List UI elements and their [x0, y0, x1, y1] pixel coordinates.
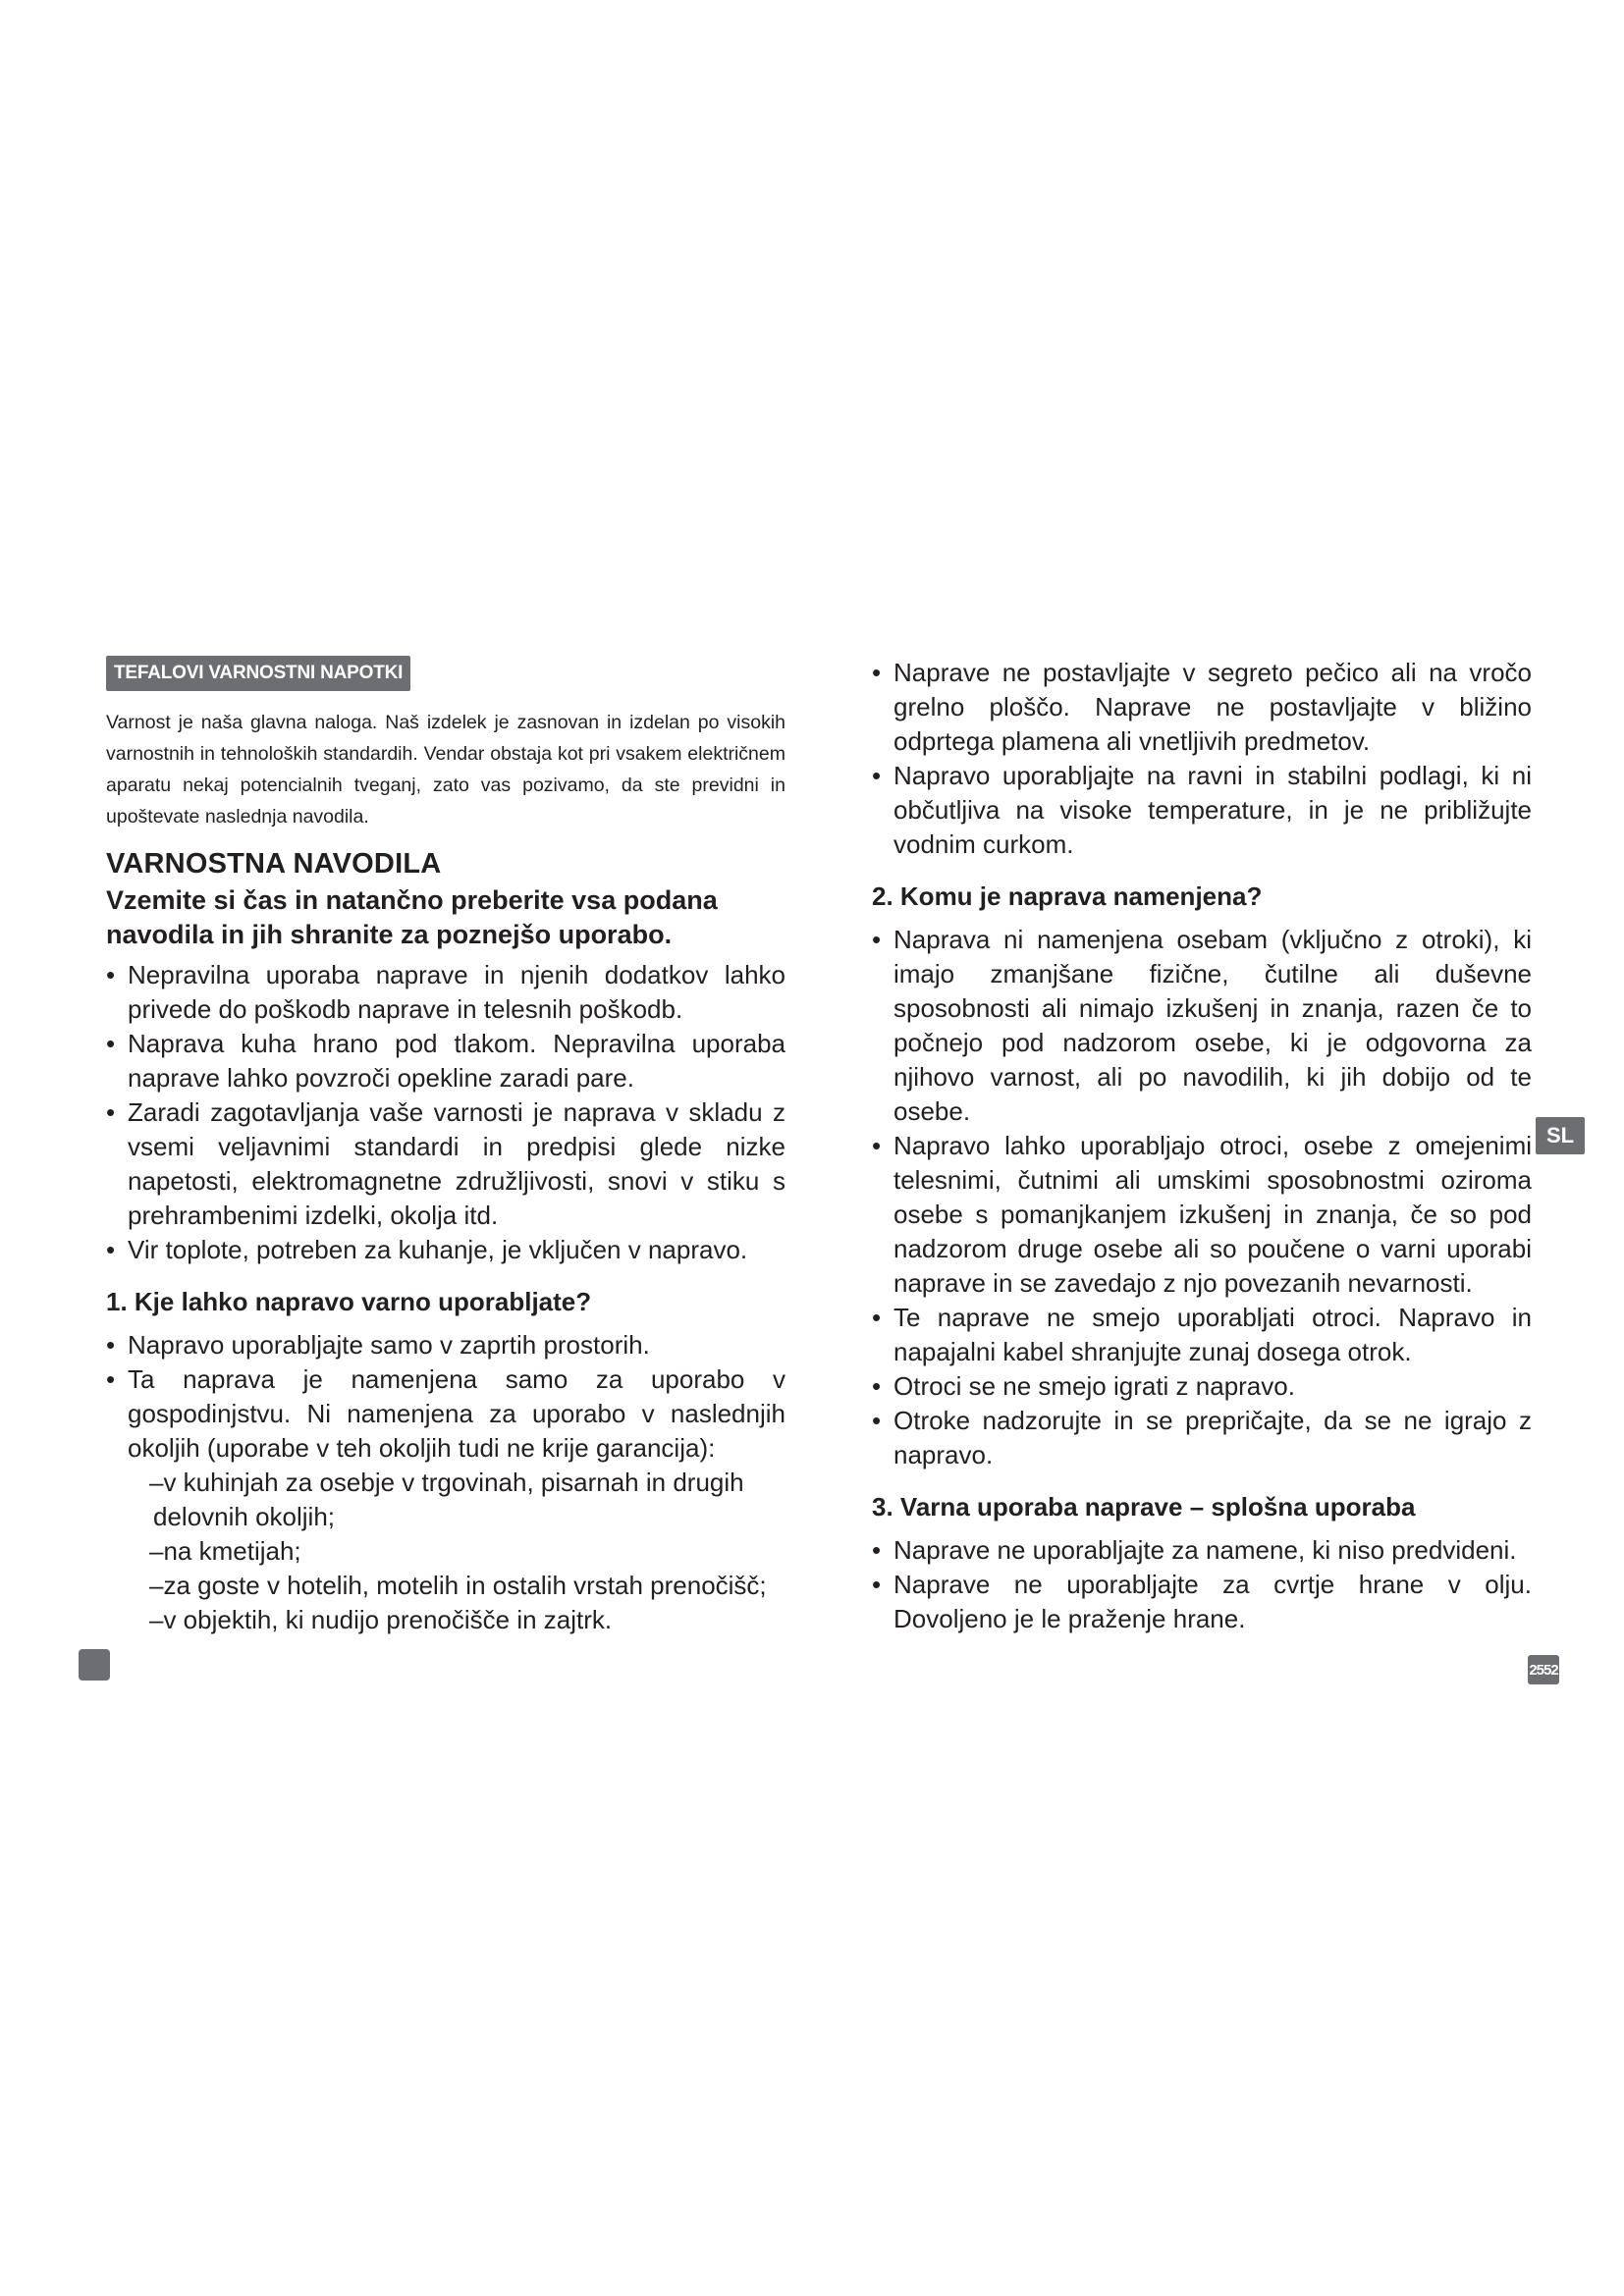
section-2-heading: 2. Komu je naprava namenjena?	[872, 881, 1263, 911]
section-3-list	[872, 1533, 1532, 1636]
left-column	[106, 656, 785, 1637]
list-item: • Ta naprava je namenjena samo za uporabo v gospodinjstvu. Ni namenjena za uporabo v naslednjih okoljih (uporabe v teh okoljih tudi ne krije garancija):	[106, 1363, 785, 1463]
bullet-icon: •	[872, 761, 882, 790]
intro-bullet-list	[106, 958, 785, 1267]
section-badge: TEFALOVI VARNOSTNI NAPOTKI	[106, 656, 410, 691]
list-item: • Napravo lahko uporabljajo otroci, osebe z omejenimi telesnimi, čutnimi ali umskimi sposobnostmi oziroma osebe s pomanjkanjem izkušenj in znanja, če so pod nadzorom druge osebe ali so poučene o varni uporabi naprave in se zavedajo z njo povezanih nevarnosti.	[872, 1131, 1532, 1298]
bullet-icon: •	[106, 1028, 116, 1058]
environment-subline: –na kmetijah;	[149, 1535, 301, 1566]
bullet-icon: •	[872, 1406, 882, 1435]
environment-subline: –v kuhinjah za osebje v trgovinah, pisarnah in drugih delovnih okoljih;	[149, 1467, 744, 1531]
bullet-icon: •	[872, 1570, 882, 1599]
page-title: VARNOSTNA NAVODILA	[106, 847, 442, 880]
bullet-icon: •	[872, 1303, 882, 1332]
page-marker-square	[79, 1649, 110, 1681]
placement-bullet-list	[872, 656, 1532, 862]
right-column	[872, 656, 1532, 1636]
list-item: • Naprave ne postavljajte v segreto pečico ali na vročo grelno ploščo. Naprave ne postavljajte v bližino odprtega plamena ali vnetljivih predmetov.	[872, 658, 1532, 756]
list-item: • Te naprave ne smejo uporabljati otroci. Napravo in napajalni kabel shranjujte zunaj dosega otrok.	[872, 1303, 1532, 1366]
section-2-list	[872, 923, 1532, 1472]
bullet-icon: •	[106, 1096, 116, 1127]
list-item: • Vir toplote, potreben za kuhanje, je vključen v napravo.	[106, 1233, 785, 1267]
bullet-icon: •	[106, 1329, 116, 1360]
bullet-icon: •	[106, 1234, 116, 1264]
list-item: • Naprave ne uporabljajte za namene, ki niso predvideni.	[872, 1533, 1532, 1568]
bullet-icon: •	[872, 1535, 882, 1565]
environment-subline: –za goste v hotelih, motelih in ostalih vrstah prenočišč;	[149, 1570, 767, 1600]
subtitle: Vzemite si čas in natančno preberite vsa podana navodila in jih shranite za poznejšo uporabo.	[106, 884, 718, 949]
list-item: • Naprave ne uporabljajte za cvrtje hrane v olju. Dovoljeno je le praženje hrane.	[872, 1570, 1532, 1633]
page-number: 2552	[1528, 1655, 1559, 1684]
section-3-heading: 3. Varna uporaba naprave – splošna uporaba	[872, 1492, 1416, 1522]
list-item: • Otroci se ne smejo igrati z napravo.	[872, 1369, 1532, 1404]
list-item: • Napravo uporabljajte samo v zaprtih prostorih.	[106, 1328, 785, 1362]
language-tab: SL	[1536, 1117, 1585, 1154]
list-item: • Nepravilna uporaba naprave in njenih dodatkov lahko privede do poškodb naprave in telesnih poškodb.	[106, 959, 785, 1024]
list-item: • Napravo uporabljajte na ravni in stabilni podlagi, ki ni občutljiva na visoke temperature, in je ne približujte vodnim curkom.	[872, 761, 1532, 859]
bullet-icon: •	[872, 1371, 882, 1401]
bullet-icon: •	[106, 1363, 116, 1394]
environment-subline: –v objektih, ki nudijo prenočišče in zajtrk.	[149, 1604, 613, 1634]
section-1-list	[106, 1328, 785, 1466]
list-item: • Naprava kuha hrano pod tlakom. Nepravilna uporaba naprave lahko povzroči opekline zaradi pare.	[106, 1028, 785, 1093]
bullet-icon: •	[872, 925, 882, 954]
bullet-icon: •	[106, 959, 116, 989]
list-item: • Zaradi zagotavljanja vaše varnosti je naprava v skladu z vsemi veljavnimi standardi in predpisi glede nizke napetosti, elektromagnetne združljivosti, snovi v stiku s prehrambenimi izdelki, okolja itd.	[106, 1096, 785, 1230]
list-item: • Otroke nadzorujte in se prepričajte, da se ne igrajo z napravo.	[872, 1406, 1532, 1469]
bullet-icon: •	[872, 1131, 882, 1160]
intro-paragraph: Varnost je naša glavna naloga. Naš izdelek je zasnovan in izdelan po visokih varnostnih in tehnoloških standardih. Vendar obstaja kot pri vsakem električnem aparatu nekaj potencialnih tveganj, zato vas pozivamo, da ste previdni in upoštevate naslednja navodila.	[106, 711, 785, 828]
list-item: • Naprava ni namenjena osebam (vključno z otroki), ki imajo zmanjšane fizične, čutilne ali duševne sposobnosti ali nimajo izkušenj in znanja, razen če to počnejo pod nadzorom osebe, ki je odgovorna za njihovo varnost, ali po navodilih, ki jih dobijo od te osebe.	[872, 925, 1532, 1126]
bullet-icon: •	[872, 658, 882, 687]
section-1-heading: 1. Kje lahko napravo varno uporabljate?	[106, 1286, 592, 1316]
